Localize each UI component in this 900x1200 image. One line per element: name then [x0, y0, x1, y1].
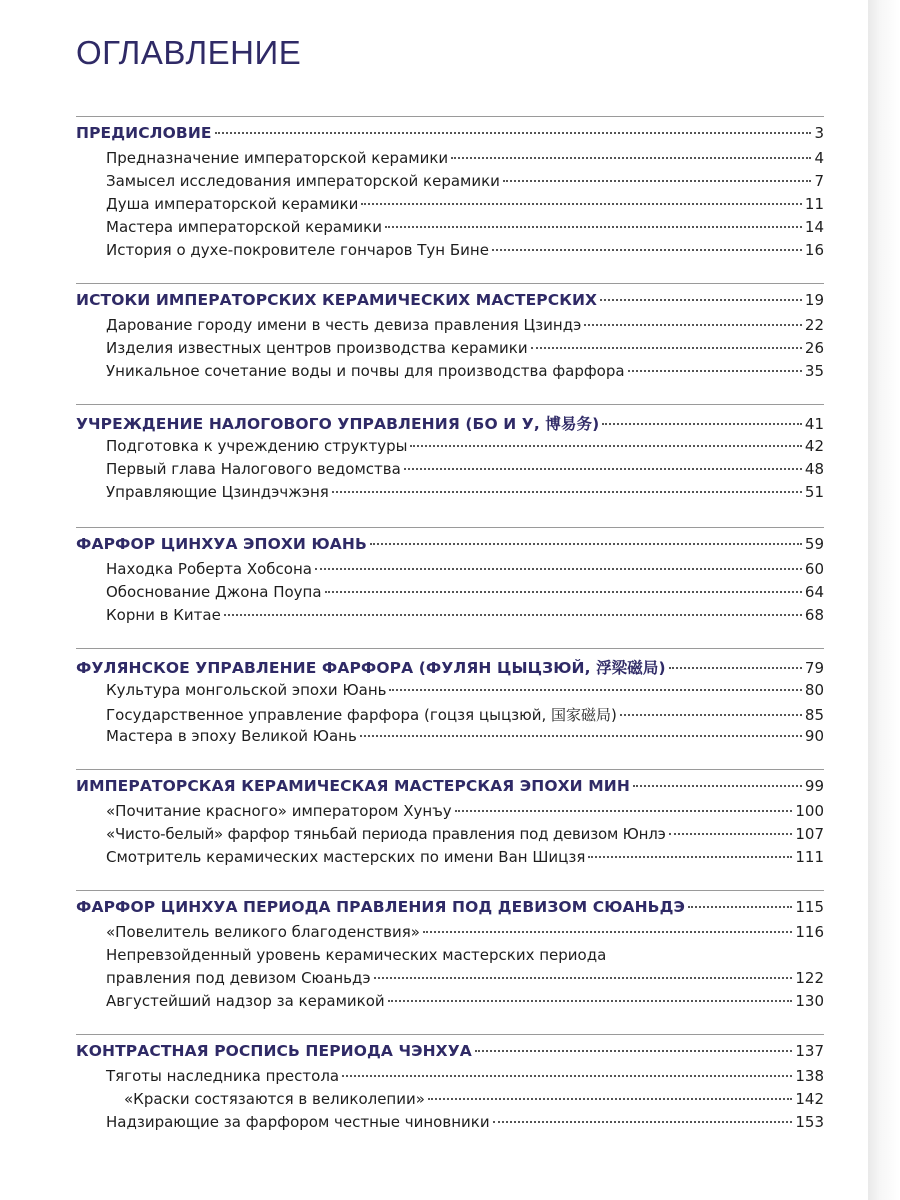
toc-entry[interactable] — [106, 316, 824, 338]
leader-dots — [669, 833, 793, 835]
chapter-title: ИМПЕРАТОРСКАЯ КЕРАМИЧЕСКАЯ МАСТЕРСКАЯ ЭПОХИ МИН — [76, 777, 630, 795]
leader-dots — [588, 856, 792, 858]
toc-entry[interactable] — [106, 195, 824, 217]
entry-page: 14 — [804, 218, 824, 236]
entry-title: Душа императорской керамики — [106, 195, 359, 213]
entry-title: Изделия известных центров производства керамики — [106, 339, 528, 357]
toc-entry[interactable] — [106, 583, 824, 605]
entry-title: Корни в Китае — [106, 606, 221, 624]
toc-entry[interactable] — [106, 241, 824, 263]
toc-entry[interactable] — [106, 560, 824, 582]
entry-page: 16 — [804, 241, 824, 259]
entry-title: правления под девизом Сюаньдэ — [106, 969, 371, 987]
toc-entry[interactable] — [106, 992, 824, 1014]
entry-title: Государственное управление фарфора (гоцзя цыцзюй, 国家磁局) — [106, 706, 617, 724]
toc-chapter[interactable] — [76, 777, 824, 799]
leader-dots — [493, 1121, 793, 1123]
leader-dots — [332, 491, 802, 493]
section-divider — [76, 116, 824, 117]
entry-title: Подготовка к учреждению структуры — [106, 437, 408, 455]
leader-dots — [370, 543, 802, 545]
leader-dots — [688, 906, 792, 908]
leader-dots — [215, 132, 812, 134]
leader-dots — [342, 1075, 792, 1077]
entry-title: Замысел исследования императорской керамики — [106, 172, 500, 190]
toc-entry[interactable] — [106, 362, 824, 384]
leader-dots — [602, 423, 802, 425]
toc-entry[interactable] — [106, 606, 824, 628]
toc-chapter[interactable] — [76, 291, 824, 313]
page-edge — [868, 0, 900, 1200]
leader-dots — [315, 568, 802, 570]
chapter-title: ФАРФОР ЦИНХУА ПЕРИОДА ПРАВЛЕНИЯ ПОД ДЕВИЗОМ СЮАНЬДЭ — [76, 898, 685, 916]
leader-dots — [325, 591, 802, 593]
entry-title: «Краски состязаются в великолепии» — [124, 1090, 425, 1108]
section-divider — [76, 283, 824, 284]
entry-page: 60 — [804, 560, 824, 578]
toc-entry[interactable] — [106, 172, 824, 194]
entry-title: Дарование городу имени в честь девиза правления Цзиндэ — [106, 316, 582, 334]
toc-entry[interactable] — [106, 704, 824, 726]
entry-page: 138 — [795, 1067, 824, 1085]
entry-page: 90 — [804, 727, 824, 745]
entry-page: 100 — [795, 802, 824, 820]
leader-dots — [628, 370, 802, 372]
section-divider — [76, 769, 824, 770]
leader-dots — [428, 1098, 792, 1100]
leader-dots — [531, 347, 802, 349]
chapter-page: 3 — [814, 124, 824, 142]
entry-title-line1[interactable]: Непревзойденный уровень керамических мастерских периода — [106, 946, 607, 964]
leader-dots — [423, 931, 792, 933]
page-title: ОГЛАВЛЕНИЕ — [76, 34, 302, 71]
entry-title: Первый глава Налогового ведомства — [106, 460, 401, 478]
leader-dots — [361, 203, 801, 205]
leader-dots — [410, 445, 801, 447]
chapter-page: 99 — [804, 777, 824, 795]
toc-entry[interactable] — [106, 681, 824, 703]
leader-dots — [385, 226, 802, 228]
entry-page: 35 — [804, 362, 824, 380]
entry-title: Надзирающие за фарфором честные чиновники — [106, 1113, 490, 1131]
toc-chapter[interactable] — [76, 124, 824, 146]
entry-title: Культура монгольской эпохи Юань — [106, 681, 387, 699]
toc-entry[interactable] — [106, 149, 824, 171]
entry-page: 142 — [795, 1090, 824, 1108]
entry-page: 111 — [795, 848, 824, 866]
leader-dots — [600, 299, 802, 301]
chapter-page: 137 — [795, 1042, 824, 1060]
entry-title: Тяготы наследника престола — [106, 1067, 340, 1085]
entry-page: 85 — [804, 706, 824, 724]
entry-page: 68 — [804, 606, 824, 624]
toc-entry[interactable] — [106, 1113, 824, 1135]
chapter-title: ИСТОКИ ИМПЕРАТОРСКИХ КЕРАМИЧЕСКИХ МАСТЕРСКИХ — [76, 291, 598, 309]
toc-entry[interactable] — [106, 802, 824, 824]
leader-dots — [633, 785, 802, 787]
chapter-page: 19 — [804, 291, 824, 309]
entry-title: Обоснование Джона Поупа — [106, 583, 322, 601]
chapter-page: 115 — [795, 898, 824, 916]
entry-title: Смотритель керамических мастерских по имени Ван Шицзя — [106, 848, 586, 866]
toc-chapter[interactable] — [76, 412, 824, 434]
entry-page: 11 — [804, 195, 824, 213]
entry-page: 64 — [804, 583, 824, 601]
leader-dots — [584, 324, 802, 326]
chapter-title: УЧРЕЖДЕНИЕ НАЛОГОВОГО УПРАВЛЕНИЯ (БО И У, 博易务) — [76, 415, 600, 433]
chapter-title: ФУЛЯНСКОЕ УПРАВЛЕНИЕ ФАРФОРА (ФУЛЯН ЦЫЦЗЮЙ, 浮梁磁局) — [76, 659, 666, 677]
entry-title: История о духе-покровителе гончаров Тун Бине — [106, 241, 489, 259]
leader-dots — [503, 180, 812, 182]
leader-dots — [492, 249, 802, 251]
entry-title: Августейший надзор за керамикой — [106, 992, 385, 1010]
entry-title: Мастера в эпоху Великой Юань — [106, 727, 357, 745]
toc-chapter[interactable] — [76, 535, 824, 557]
entry-page: 4 — [814, 149, 824, 167]
entry-page: 130 — [795, 992, 824, 1010]
entry-page: 107 — [795, 825, 824, 843]
toc-entry[interactable] — [106, 437, 824, 459]
entry-title: «Чисто-белый» фарфор тяньбай периода правления под девизом Юнлэ — [106, 825, 666, 843]
leader-dots — [374, 977, 793, 979]
leader-dots — [475, 1050, 792, 1052]
leader-dots — [669, 667, 802, 669]
toc-entry[interactable] — [106, 825, 824, 847]
section-divider — [76, 404, 824, 405]
leader-dots — [224, 614, 802, 616]
toc-entry[interactable] — [106, 848, 824, 870]
toc-entry[interactable] — [106, 923, 824, 945]
entry-title: «Почитание красного» императором Хунъу — [106, 802, 452, 820]
entry-title: Находка Роберта Хобсона — [106, 560, 312, 578]
leader-dots — [388, 1000, 793, 1002]
entry-page: 7 — [814, 172, 824, 190]
entry-title: «Повелитель великого благоденствия» — [106, 923, 420, 941]
entry-page: 122 — [795, 969, 824, 987]
toc-entry[interactable] — [106, 218, 824, 240]
leader-dots — [360, 735, 802, 737]
leader-dots — [451, 157, 811, 159]
entry-page: 22 — [804, 316, 824, 334]
entry-page: 116 — [795, 923, 824, 941]
chapter-title: ПРЕДИСЛОВИЕ — [76, 124, 212, 142]
leader-dots — [455, 810, 793, 812]
entry-page: 48 — [804, 460, 824, 478]
chapter-page: 59 — [804, 535, 824, 553]
entry-title: Мастера императорской керамики — [106, 218, 382, 236]
toc-entry[interactable] — [124, 1090, 824, 1112]
chapter-page: 41 — [804, 415, 824, 433]
toc-chapter[interactable] — [76, 656, 824, 678]
entry-page: 42 — [804, 437, 824, 455]
chapter-title: ФАРФОР ЦИНХУА ЭПОХИ ЮАНЬ — [76, 535, 367, 553]
entry-page: 51 — [804, 483, 824, 501]
chapter-page: 79 — [804, 659, 824, 677]
entry-title: Уникальное сочетание воды и почвы для производства фарфора — [106, 362, 625, 380]
toc-entry[interactable] — [106, 1067, 824, 1089]
entry-page: 26 — [804, 339, 824, 357]
entry-title: Управляющие Цзиндэчжэня — [106, 483, 329, 501]
toc-entry[interactable] — [106, 483, 824, 505]
leader-dots — [389, 689, 801, 691]
toc-entry[interactable] — [106, 969, 824, 991]
toc-chapter[interactable] — [76, 1042, 824, 1064]
section-divider — [76, 527, 824, 528]
chapter-title: КОНТРАСТНАЯ РОСПИСЬ ПЕРИОДА ЧЭНХУА — [76, 1042, 472, 1060]
toc-entry[interactable] — [106, 727, 824, 749]
leader-dots — [620, 714, 802, 716]
entry-page: 153 — [795, 1113, 824, 1131]
section-divider — [76, 890, 824, 891]
entry-page: 80 — [804, 681, 824, 699]
entry-title: Предназначение императорской керамики — [106, 149, 449, 167]
section-divider — [76, 1034, 824, 1035]
leader-dots — [404, 468, 802, 470]
toc-entry[interactable] — [106, 460, 824, 482]
toc-entry[interactable] — [106, 339, 824, 361]
toc-chapter[interactable] — [76, 898, 824, 920]
section-divider — [76, 648, 824, 649]
